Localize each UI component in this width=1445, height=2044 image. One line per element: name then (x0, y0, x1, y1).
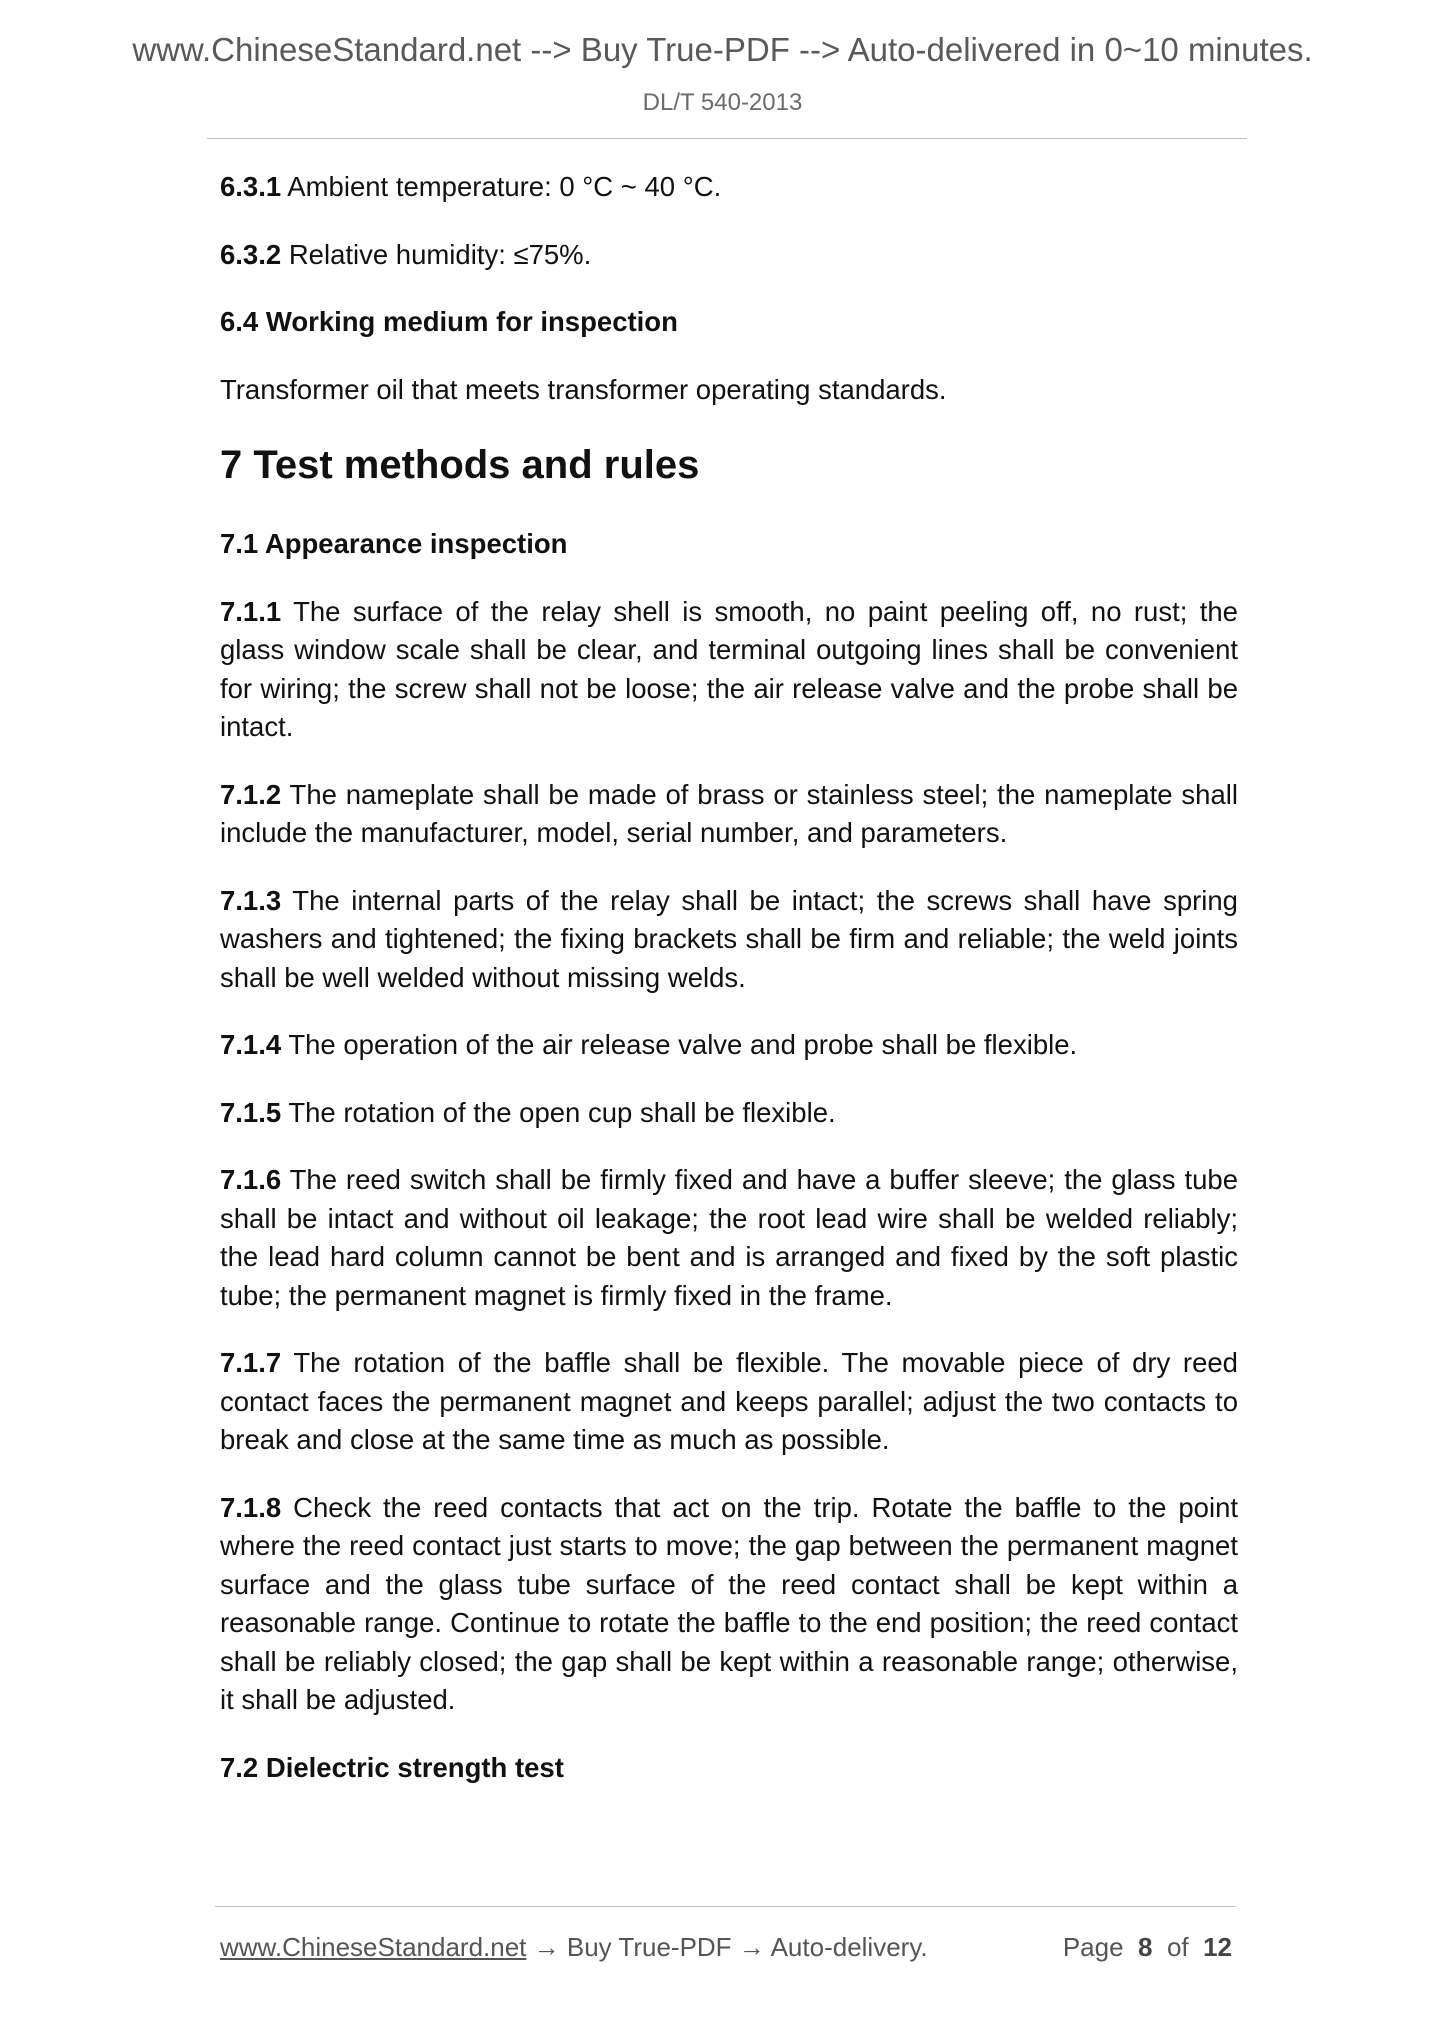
clause-text: The rotation of the open cup shall be flexible. (288, 1096, 836, 1128)
clause-text: The surface of the relay shell is smooth, no paint peeling off, no rust; the glass window scale shall be clear, and terminal outgoing lines shall be convenient for wiring; the screw shall not be loose; the air release valve and the probe shall be intact. (220, 595, 1238, 742)
clause-number: 7.1.3 (220, 884, 282, 916)
clause-6-3-2 (220, 236, 1238, 275)
paragraph-6-4: Transformer oil that meets transformer operating standards. (220, 373, 947, 405)
document-body (220, 168, 1238, 1787)
clause-text: The operation of the air release valve and probe shall be flexible. (288, 1029, 1078, 1060)
clause-number: 7.1.8 (220, 1491, 282, 1523)
page-label: Page (1062, 1932, 1124, 1962)
clause-6-3-1 (220, 168, 1238, 207)
site-banner: www.ChineseStandard.net --> Buy True-PDF --> Auto-delivered in 0~10 minutes. (132, 31, 1313, 68)
clause-7-1-8 (220, 1489, 1238, 1720)
arrow-right-icon: → (731, 1932, 771, 1962)
clause-number: 6.3.1 (220, 171, 282, 202)
clause-number: 7.1.6 (220, 1164, 282, 1195)
document-code: DL/T 540-2013 (642, 89, 803, 116)
clause-text: The internal parts of the relay shall be intact; the screws shall have spring washers and tightened; the fixing brackets shall be firm and reliable; the weld joints shall be well welded without missing welds. (220, 884, 1238, 993)
heading-6-4: 6.4 Working medium for inspection (220, 306, 678, 337)
footer-site-link[interactable]: www.ChineseStandard.net (220, 1932, 527, 1962)
heading-7-2: 7.2 Dielectric strength test (220, 1751, 564, 1783)
clause-number: 6.3.2 (220, 238, 282, 270)
chapter-heading-7: 7 Test methods and rules (220, 443, 700, 487)
page-total: 12 (1203, 1932, 1232, 1962)
clause-7-1-6 (220, 1161, 1238, 1315)
clause-number: 7.1.2 (220, 778, 282, 810)
clause-text: Ambient temperature: 0 °C ~ 40 °C. (287, 171, 722, 202)
clause-number: 7.1.5 (220, 1096, 282, 1128)
header-divider (207, 138, 1247, 139)
clause-text: The reed switch shall be firmly fixed and have a buffer sleeve; the glass tube shall be intact and without oil leakage; the root lead wire shall be welded reliably; the lead hard column cannot be bent and is arranged and fixed by the soft plastic tube; the permanent magnet is firmly fixed in the frame. (220, 1164, 1238, 1311)
clause-7-1-4 (220, 1026, 1238, 1065)
clause-7-1-1 (220, 593, 1238, 747)
footer-promo (220, 1930, 928, 1964)
clause-7-1-2 (220, 776, 1238, 853)
page-indicator (1063, 1930, 1232, 1964)
footer-delivery-text: Auto-delivery. (770, 1932, 928, 1962)
clause-7-1-7 (220, 1344, 1238, 1460)
page-number: 8 (1138, 1932, 1153, 1962)
clause-7-1-3 (220, 882, 1238, 998)
clause-number: 7.1.4 (220, 1029, 282, 1060)
clause-text: Relative humidity: ≤75%. (288, 238, 592, 270)
of-label: of (1166, 1932, 1189, 1962)
clause-text: Check the reed contacts that act on the trip. Rotate the baffle to the point where the reed contact just starts to move; the gap between the permanent magnet surface and the glass tube surface of the reed contact shall be kept within a reasonable range. Continue to rotate the baffle to the end position; the reed contact shall be reliably closed; the gap shall be kept within a reasonable range; otherwise, it shall be adjusted. (220, 1491, 1239, 1715)
clause-number: 7.1.7 (220, 1347, 282, 1378)
clause-text: The rotation of the baffle shall be flexible. The movable piece of dry reed contact faces the permanent magnet and keeps parallel; adjust the two contacts to break and close at the same time as much as possible. (220, 1347, 1238, 1455)
clause-text: The nameplate shall be made of brass or stainless steel; the nameplate shall include the manufacturer, model, serial number, and parameters. (220, 778, 1238, 848)
clause-number: 7.1.1 (220, 595, 282, 627)
clause-7-1-5 (220, 1094, 1238, 1133)
footer-buy-text: Buy True-PDF (566, 1932, 732, 1962)
heading-7-1: 7.1 Appearance inspection (220, 528, 568, 559)
arrow-right-icon: → (526, 1932, 567, 1962)
footer-divider (215, 1906, 1235, 1907)
